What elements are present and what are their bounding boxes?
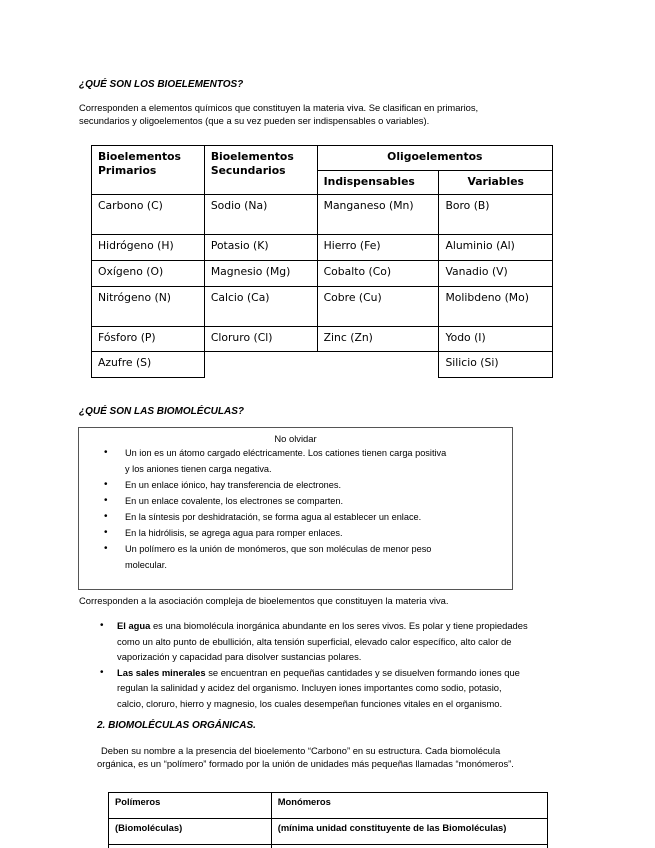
table-cell: Oxígeno (O) <box>92 261 205 287</box>
table-cell: Hidrógeno (H) <box>92 235 205 261</box>
list-item-sales: • Las sales minerales se encuentran en pequeñas cantidades y se disuelven formando iones que regulan la salinidad y acidez del organismo. Incluyen iones importantes como sodio, potasio, calcio, cloruro, hierro y magnesio, los cuales desempeñan funciones vitales en el organismo. <box>117 665 597 712</box>
header-indispensables: Indispensables <box>317 171 439 195</box>
table-cell: Boro (B) <box>439 195 553 235</box>
table-cell: Cobalto (Co) <box>317 261 439 287</box>
table-row <box>92 327 553 352</box>
table-cell: Potasio (K) <box>204 235 317 261</box>
table-cell: Calcio (Ca) <box>204 287 317 327</box>
header-primarios: Bioelementos Primarios <box>92 146 205 195</box>
table-cell: Zinc (Zn) <box>317 327 439 352</box>
header-oligoelementos: Oligoelementos <box>317 146 552 171</box>
note-title: No olvidar <box>274 433 317 444</box>
note-box <box>78 427 513 590</box>
table-cell: Magnesio (Mg) <box>204 261 317 287</box>
header-variables: Variables <box>439 171 553 195</box>
table-cell: Carbono (C) <box>92 195 205 235</box>
organicas-heading: 2. BIOMOLÉCULAS ORGÁNICAS. <box>97 720 256 731</box>
header-secundarios: Bioelementos Secundarios <box>204 146 317 195</box>
list-item-continuation: molecular. <box>125 560 167 570</box>
table-row <box>92 195 553 235</box>
table-cell: Cobre (Cu) <box>317 287 439 327</box>
header-monomeros: Monómeros <box>271 793 547 819</box>
list-item: • Un ion es un átomo cargado eléctricamente. Los cationes tienen carga positiva <box>125 445 512 461</box>
header-minima-unidad: (mínima unidad constituyente de las Biomoléculas) <box>271 819 547 845</box>
table-cell: Silicio (Si) <box>439 352 553 378</box>
table-row <box>92 261 553 287</box>
list-item: • En la hidrólisis, se agrega agua para romper enlaces. <box>125 525 512 541</box>
bioelementos-intro: Corresponden a elementos químicos que constituyen la materia viva. Se clasifican en primarios, secundarios y oligoelementos (que a su vez pueden ser indispensables o variables). <box>79 102 479 126</box>
table-row <box>92 352 553 378</box>
sales-bold: Las sales minerales <box>117 666 206 678</box>
bioelementos-table <box>91 145 553 378</box>
list-item: • En un enlace iónico, hay transferencia de electrones. <box>125 477 512 493</box>
table-cell: Manganeso (Mn) <box>317 195 439 235</box>
table-cell-cutoff <box>109 845 272 848</box>
bioelementos-heading: ¿QUÉ SON LOS BIOELEMENTOS? <box>79 79 244 90</box>
table-cell: Azufre (S) <box>92 352 205 378</box>
table-cell-empty <box>317 352 439 378</box>
organicas-paragraph: Deben su nombre a la presencia del bioelemento “Carbono” en su estructura. Cada biomolécula orgánica, es un “polímero” formado por la unión de unidades más pequeñas llamadas “monómeros”. <box>97 745 514 769</box>
polimeros-table <box>108 792 548 848</box>
list-item: • En la síntesis por deshidratación, se forma agua al establecer un enlace. <box>125 509 512 525</box>
biomoleculas-definition: Corresponden a la asociación compleja de bioelementos que constituyen la materia viva. <box>79 595 449 606</box>
list-item-continuation: y los aniones tienen carga negativa. <box>125 464 272 474</box>
table-cell-empty <box>204 352 317 378</box>
table-row <box>92 235 553 261</box>
table-cell: Fósforo (P) <box>92 327 205 352</box>
header-biomoleculas: (Biomoléculas) <box>109 819 272 845</box>
table-cell: Yodo (I) <box>439 327 553 352</box>
biomoleculas-heading: ¿QUÉ SON LAS BIOMOLÉCULAS? <box>79 406 244 417</box>
biomoleculas-list <box>117 618 597 711</box>
list-item: • En un enlace covalente, los electrones se comparten. <box>125 493 512 509</box>
table-cell: Cloruro (Cl) <box>204 327 317 352</box>
list-item-agua: • El agua es una biomolécula inorgánica abundante en los seres vivos. Es polar y tiene propiedades como un alto punto de ebullición, alta tensión superficial, elevado calor específico, alto calor de vaporización y capacidad para disolver sustancias polares. <box>117 618 597 665</box>
table-cell: Vanadio (V) <box>439 261 553 287</box>
table-cell-cutoff <box>271 845 547 848</box>
list-item: • Un polímero es la unión de monómeros, que son moléculas de menor peso <box>125 541 512 557</box>
table-row <box>92 287 553 327</box>
table-cell: Aluminio (Al) <box>439 235 553 261</box>
header-polimeros: Polímeros <box>109 793 272 819</box>
agua-bold: El agua <box>117 620 151 631</box>
notes-list <box>125 445 512 573</box>
table-cell: Molibdeno (Mo) <box>439 287 553 327</box>
table-cell: Sodio (Na) <box>204 195 317 235</box>
table-cell: Hierro (Fe) <box>317 235 439 261</box>
table-cell: Nitrógeno (N) <box>92 287 205 327</box>
